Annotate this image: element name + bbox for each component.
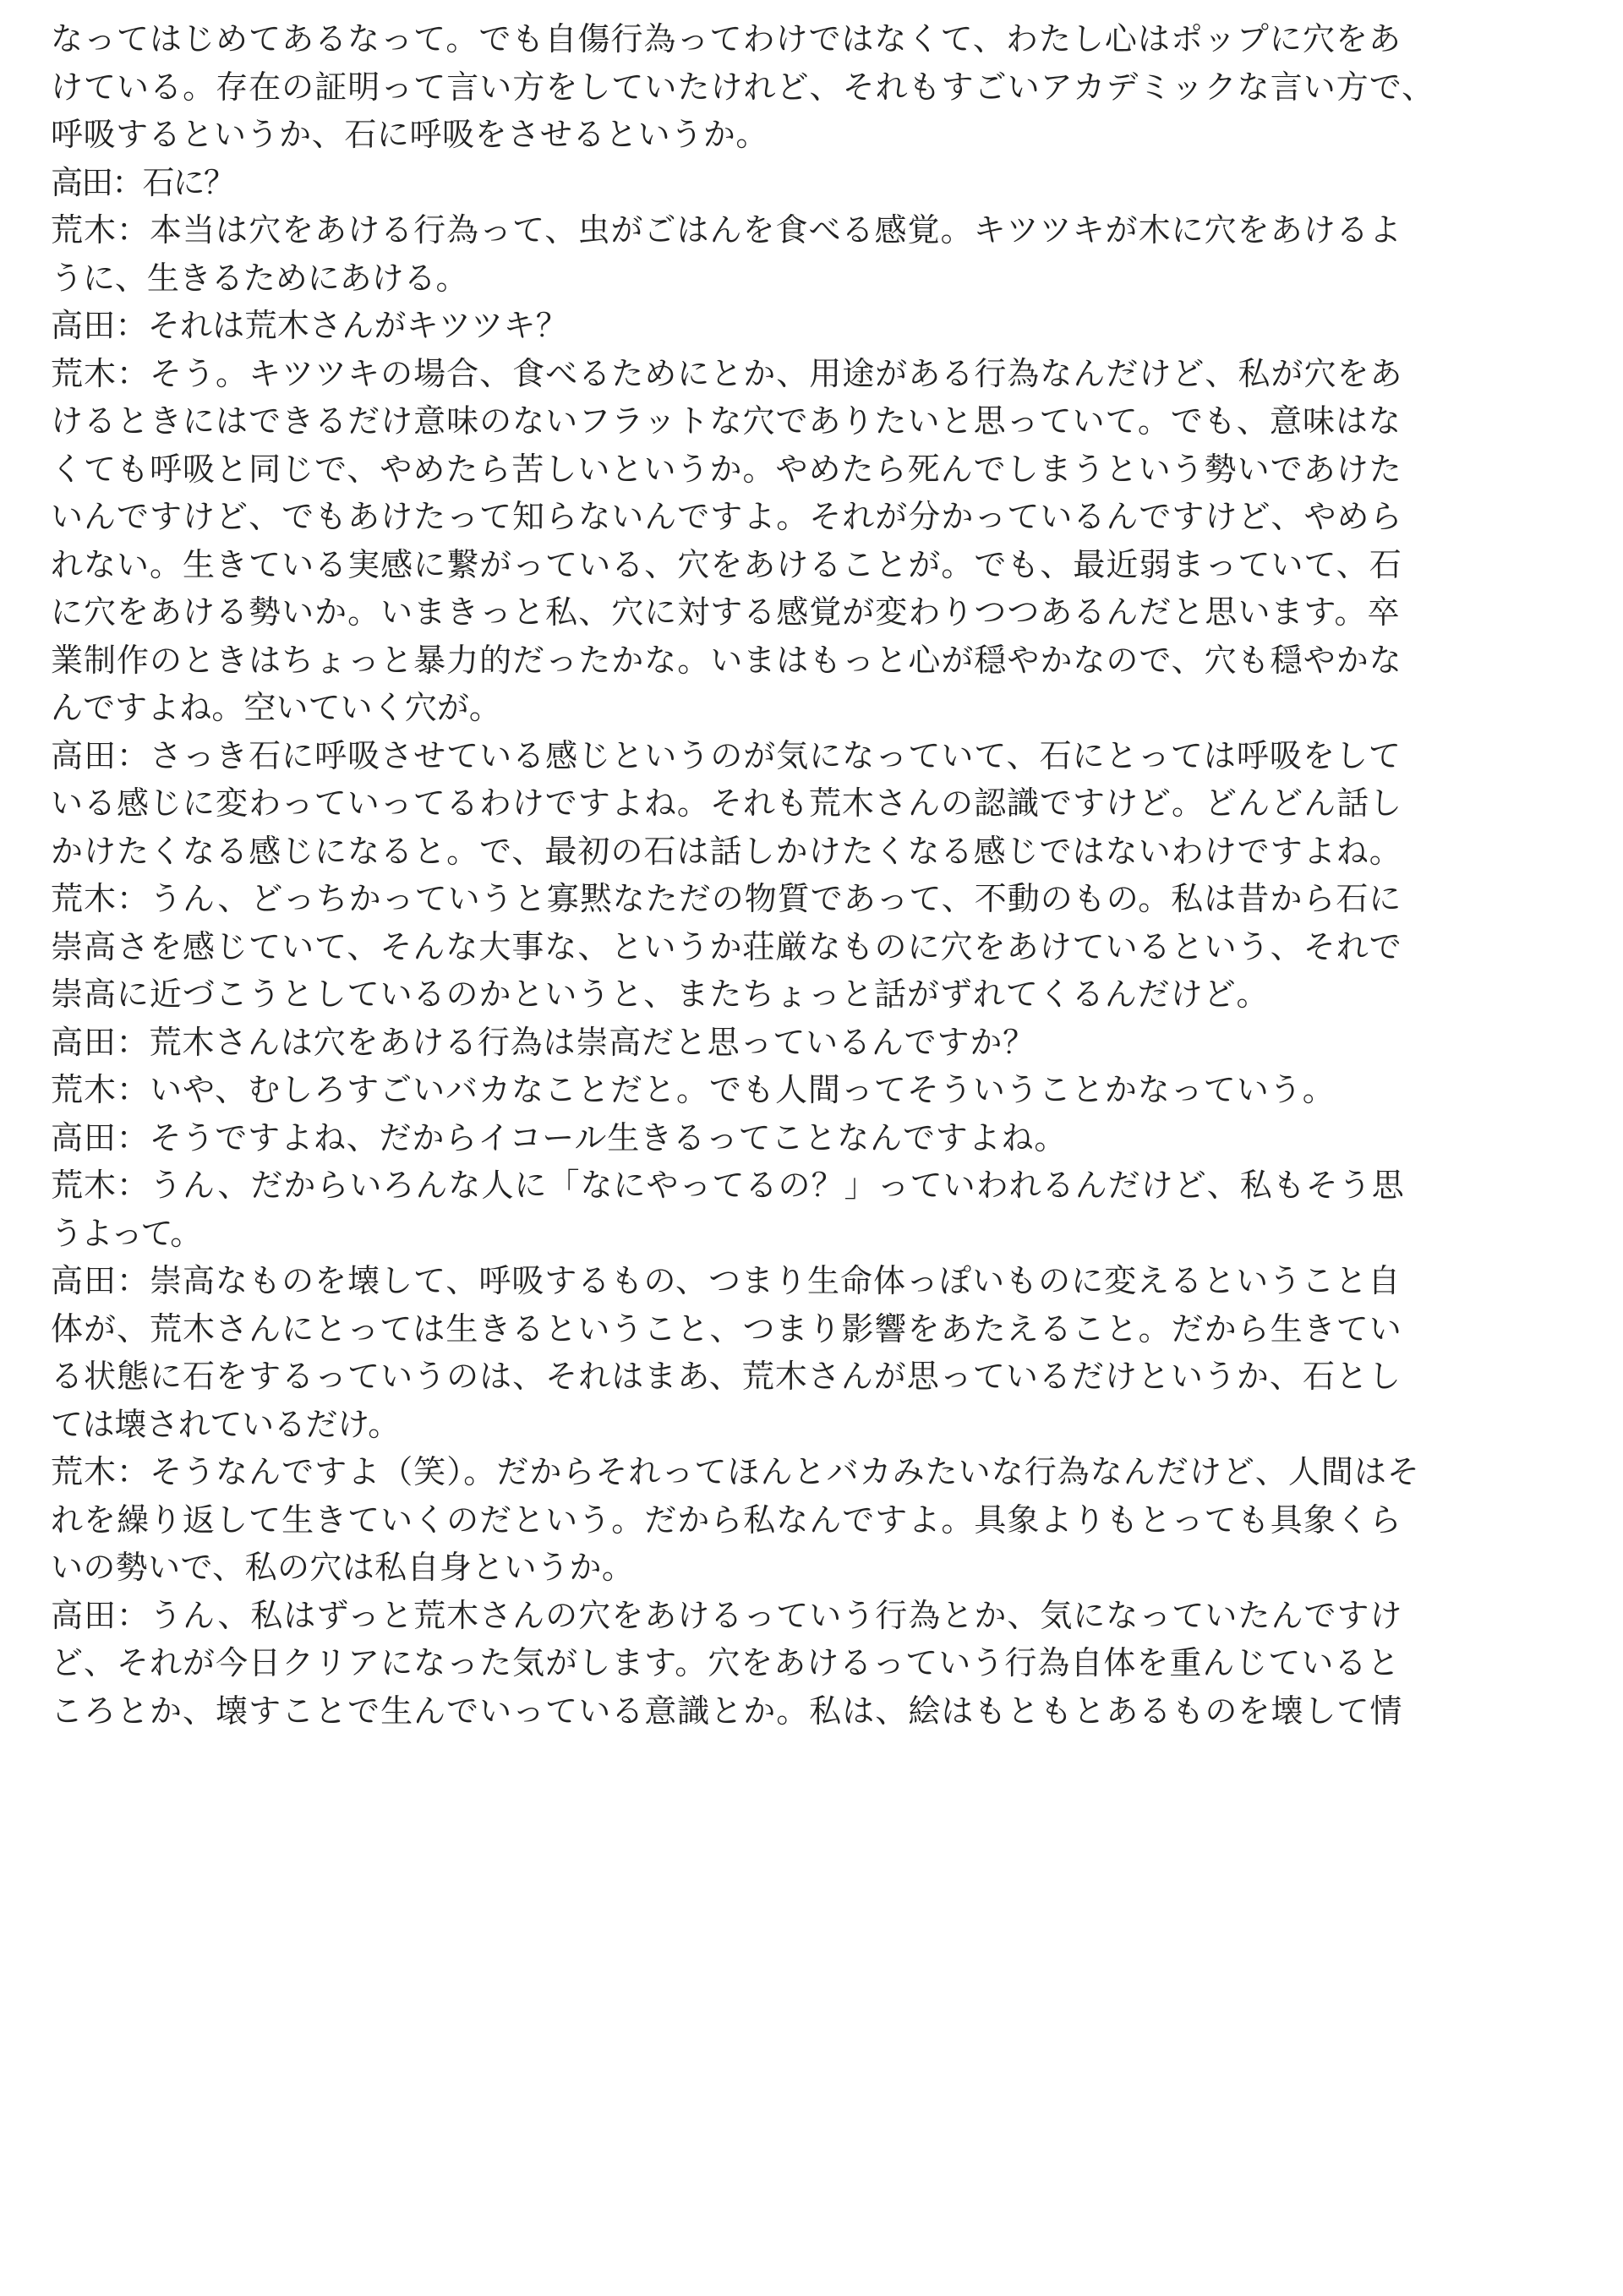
speaker-line-araki: 荒木：本当は穴をあける行為って、虫がごはんを食べる感覚。キツツキが木に穴をあけるよ xyxy=(51,211,1402,249)
text-line: うに、生きるためにあける。 xyxy=(51,259,468,297)
text-line: 体が、荒木さんにとっては生きるということ、つまり影響をあたえること。だから生きてい xyxy=(51,1309,1402,1348)
speaker-line-takada: 高田：それは荒木さんがキツツキ？ xyxy=(51,307,569,344)
text-line: ころとか、壊すことで生んでいっている意識とか。私は、絵はもともとあるものを壊して情 xyxy=(51,1692,1403,1730)
text-line: んですよね。空いていく穴が。 xyxy=(51,689,502,726)
text-line: 崇高さを感じていて、そんな大事な、というか荘厳なものに穴をあけているという、それで xyxy=(51,927,1402,965)
text-line: ど、それが今日クリアになった気がします。穴をあけるっていう行為自体を重んじていると xyxy=(51,1644,1401,1681)
text-line: ては壊されているだけ。 xyxy=(51,1405,400,1443)
text-line: うよって。 xyxy=(51,1214,200,1252)
text-line: 呼吸するというか、石に呼吸をさせるというか。 xyxy=(51,116,769,153)
speaker-line-takada: 高田：うん、私はずっと荒木さんの穴をあけるっていう行為とか、気になっていたんですけ xyxy=(51,1596,1403,1634)
text-line: なってはじめてあるなって。でも自傷行為ってわけではなくて、わたし心はポップに穴をあ xyxy=(51,20,1402,57)
text-line: かけたくなる感じになると。で、最初の石は話しかけたくなる感じではないわけですよね。 xyxy=(51,832,1402,870)
text-line: けるときにはできるだけ意味のないフラットな穴でありたいと思っていて。でも、意味はな xyxy=(51,402,1402,440)
text-line: けている。存在の証明って言い方をしていたけれど、それもすごいアカデミックな言い方で、 xyxy=(51,68,1435,106)
speaker-line-takada: 高田：さっき石に呼吸させている感じというのが気になっていて、石にとっては呼吸をして xyxy=(51,736,1402,774)
speaker-line-takada: 高田：石に？ xyxy=(51,163,235,201)
text-line: に穴をあける勢いか。いまきっと私、穴に対する感覚が変わりつつあるんだと思います。卒 xyxy=(51,593,1401,631)
text-line: れない。生きている実感に繋がっている、穴をあけることが。でも、最近弱まっていて、石 xyxy=(51,545,1402,583)
text-line: 崇高に近づこうとしているのかというと、またちょっと話がずれてくるんだけど。 xyxy=(51,976,1270,1013)
text-line: いる感じに変わっていってるわけですよね。それも荒木さんの認識ですけど。どんどん話し xyxy=(51,784,1403,822)
speaker-line-araki: 荒木：いや、むしろすごいバカなことだと。でも人間ってそういうことかなっていう。 xyxy=(51,1071,1336,1108)
text-line: る状態に石をするっていうのは、それはまあ、荒木さんが思っているだけというか、石とし xyxy=(51,1358,1402,1395)
text-line: 業制作のときはちょっと暴力的だったかな。いまはもっと心が穏やかなので、穴も穏やかな xyxy=(51,641,1402,679)
speaker-line-takada: 高田：崇高なものを壊して、呼吸するもの、つまり生命体っぽいものに変えるということ自 xyxy=(51,1262,1402,1299)
text-line: いんですけど、でもあけたって知らないんですよ。それが分かっているんですけど、やめら xyxy=(51,498,1403,535)
text-line: れを繰り返して生きていくのだという。だから私なんですよ。具象よりもとっても具象くら xyxy=(51,1501,1402,1539)
speaker-line-takada: 高田：そうですよね、だからイコール生きるってことなんですよね。 xyxy=(51,1118,1068,1156)
speaker-line-takada: 高田：荒木さんは穴をあける行為は崇高だと思っているんですか？ xyxy=(51,1023,1036,1061)
speaker-line-araki: 荒木：うん、だからいろんな人に「なにやってるの？」っていわれるんだけど、私もそう思 xyxy=(51,1167,1405,1204)
text-line: いの勢いで、私の穴は私自身というか。 xyxy=(51,1549,635,1586)
text-line: くても呼吸と同じで、やめたら苦しいというか。やめたら死んでしまうという勢いであけた xyxy=(51,450,1402,488)
interview-transcript xyxy=(51,15,1589,1735)
speaker-line-araki: 荒木：うん、どっちかっていうと寡黙なただの物質であって、不動のもの。私は昔から石に xyxy=(51,880,1402,917)
speaker-line-araki: 荒木：そう。キツツキの場合、食べるためにとか、用途がある行為なんだけど、私が穴をあ xyxy=(51,354,1403,392)
speaker-line-araki: 荒木：そうなんですよ（笑）。だからそれってほんとバカみたいな行為なんだけど、人間はそ xyxy=(51,1453,1421,1490)
